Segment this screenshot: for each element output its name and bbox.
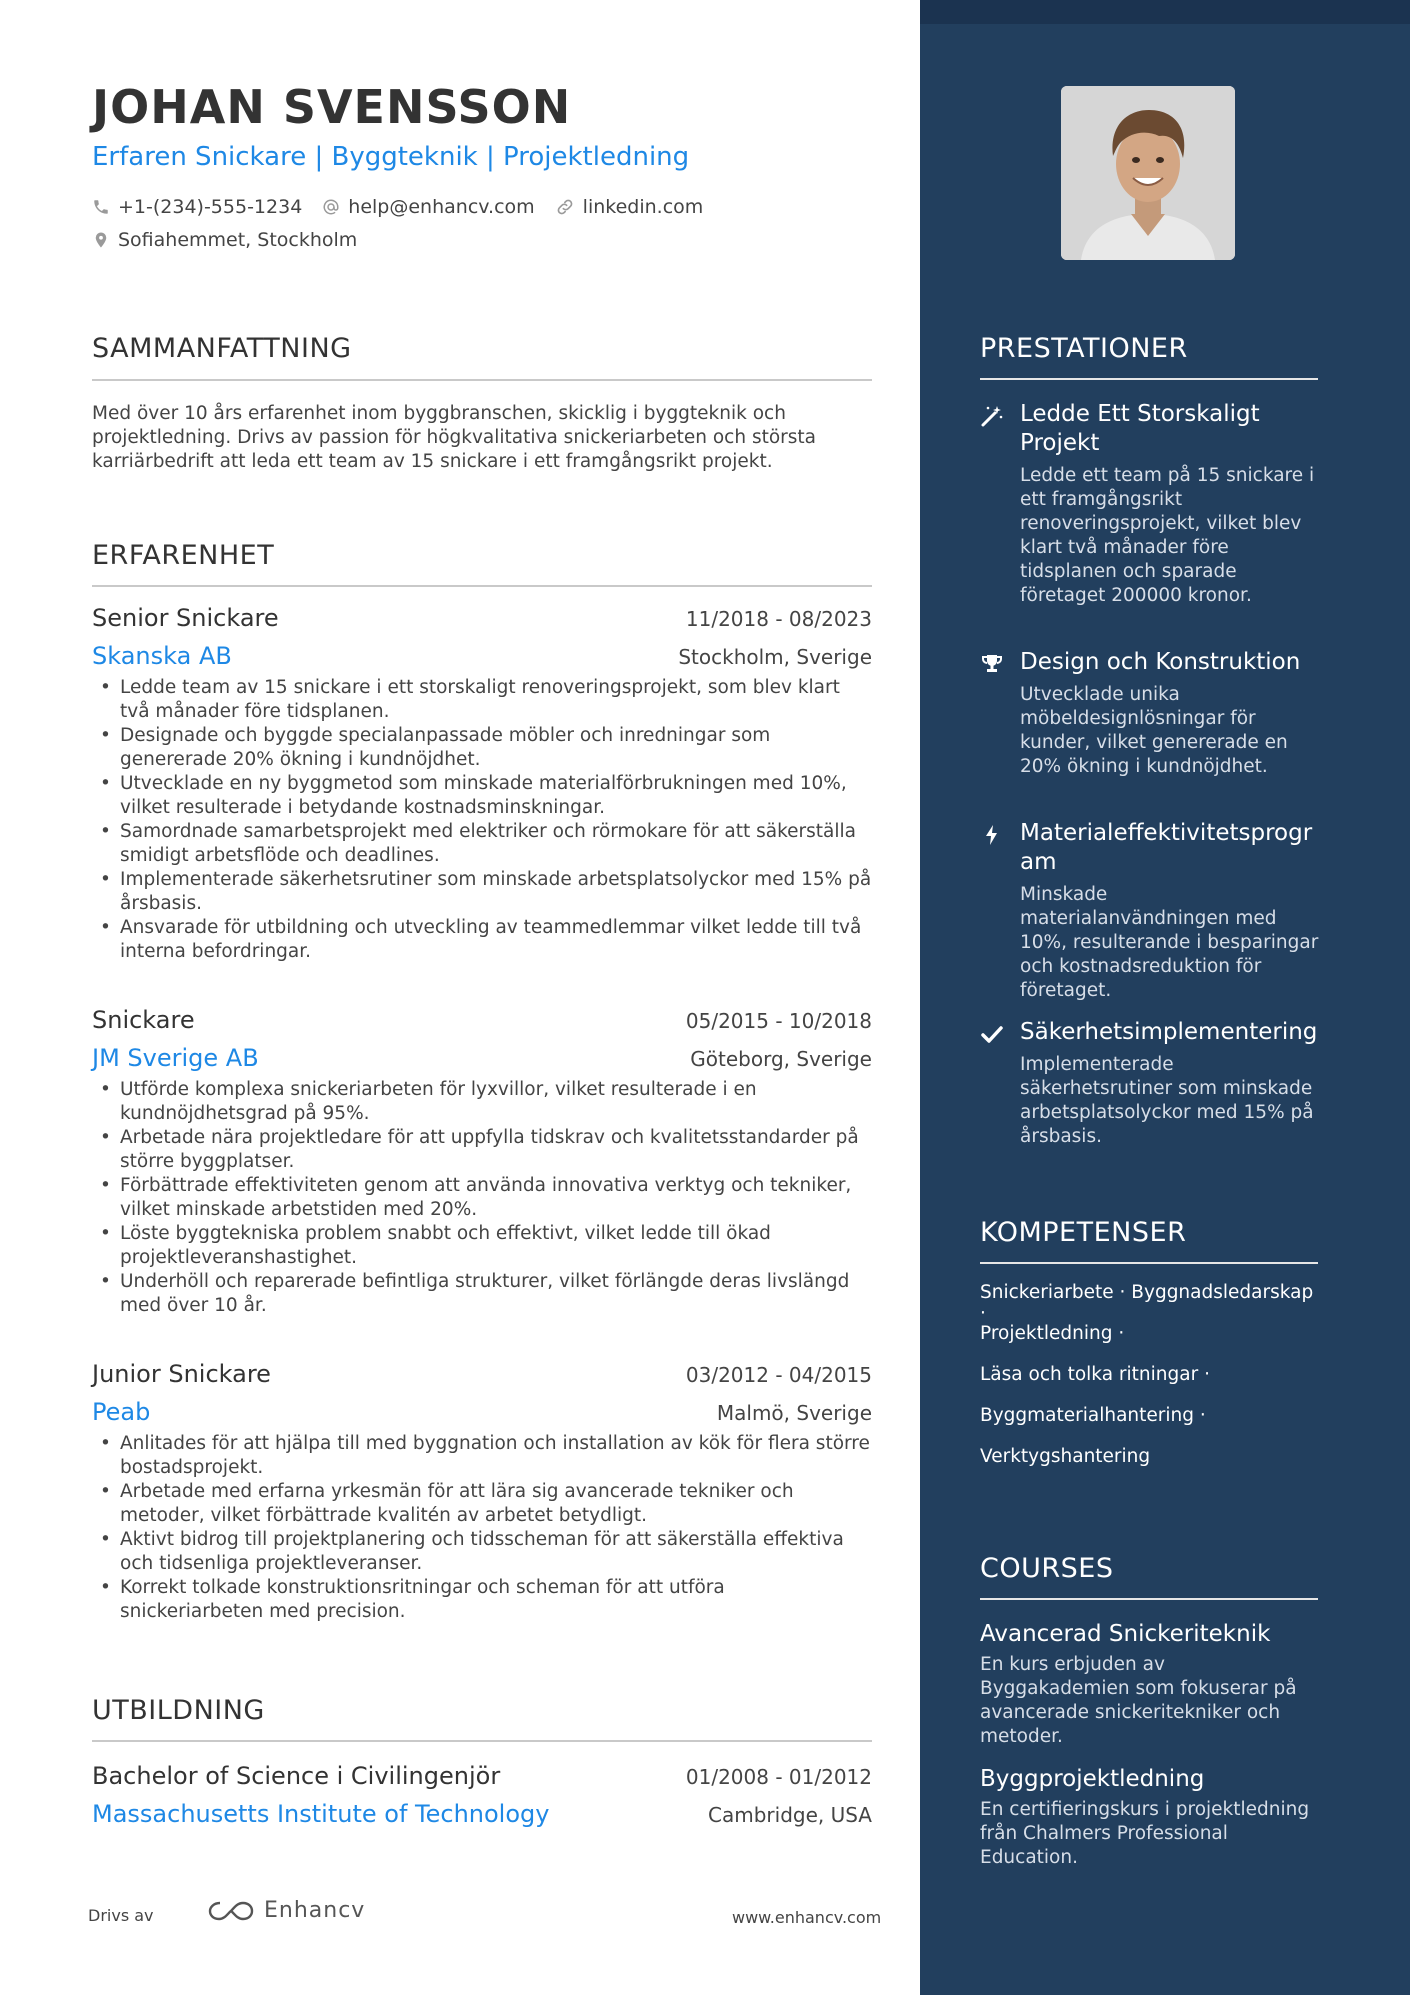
job-company: JM Sverige AB [92,1044,259,1072]
job-location: Malmö, Sverige [716,1401,872,1425]
experience-title: ERFARENHET [92,540,275,571]
education-location: Cambridge, USA [708,1803,872,1827]
contact-email[interactable] [322,196,534,218]
email-text[interactable]: help@enhancv.com [348,196,535,218]
course-title: Avancerad Snickeriteknik [980,1621,1271,1647]
footer-powered-by: Drivs av [88,1906,154,1925]
skill-item: Verktygshantering [980,1446,1151,1467]
contact-location [92,229,357,251]
achievement-desc: Utvecklade unika möbeldesignlösningar för kunder, vilket genererade en 20% ökning i kundnöjdhet. [1020,684,1288,777]
enhancv-logo-icon [208,1900,254,1922]
job-bullet: • Anlitades för att hjälpa till med byggnation och installation av kök för flera större bostadsprojekt. [92,1432,872,1480]
job-bullet: • Utförde komplexa snickeriarbeten för lyxvillor, vilket resulterade i en kundnöjdhetsgrad på 95%. [92,1078,872,1126]
achievement-desc: Ledde ett team på 15 snickare i ett framgångsrikt renoveringsprojekt, vilket blev klart två månader före tidsplanen och sparade företaget 200000 kronor. [1020,465,1315,606]
achievement-desc: Minskade materialanvändningen med 10%, resulterande i besparingar och kostnadsreduktion för företaget. [1020,884,1319,1001]
candidate-name: JOHAN SVENSSON [92,80,572,134]
experience-divider [92,585,872,587]
job-bullet: • Designade och byggde specialanpassade möbler och inredningar som genererade 20% ökning i kundnöjdhet. [92,724,872,772]
summary-divider [92,379,872,381]
job-bullet: • Förbättrade effektiviteten genom att använda innovativa verktyg och tekniker, vilket minskade arbetstiden med 20%. [92,1174,872,1222]
at-icon [322,198,340,216]
profile-photo [1061,86,1235,260]
skill-item: Byggmaterialhantering · [980,1405,1206,1426]
education-degree: Bachelor of Science i Civilingenjör [92,1762,501,1790]
contact-row-1 [92,196,723,218]
achievement-title: Ledde Ett Storskaligt Projekt [1020,401,1260,456]
job-bullet: • Utvecklade en ny byggmetod som minskade materialförbrukningen med 10%, vilket resulterade i betydande kostnadsminskningar. [92,772,872,820]
achievement-item [980,819,1320,1003]
job-bullet: • Aktivt bidrog till projektplanering och tidsscheman för att säkerställa effektiva och tidsenliga projektleveranser. [92,1528,872,1576]
courses-title: COURSES [980,1553,1114,1584]
job-title: Snickare [92,1006,195,1034]
job-bullet: • Ansvarade för utbildning och utveckling av teammedlemmar vilket ledde till två interna befordringar. [92,916,872,964]
phone-text: +1-(234)-555-1234 [118,196,303,218]
job-company: Skanska AB [92,642,232,670]
job-entry [92,1360,872,1624]
achievement-desc: Implementerade säkerhetsrutiner som minskade arbetsplatsolyckor med 15% på årsbasis. [1020,1054,1314,1147]
trophy-icon [980,652,1004,676]
linkedin-text[interactable]: linkedin.com [582,196,704,218]
achievement-item [980,648,1320,779]
course-item [980,1765,1320,1870]
location-text: Sofiahemmet, Stockholm [118,229,358,251]
phone-icon [92,198,110,216]
job-title: Senior Snickare [92,604,279,632]
job-dates: 03/2012 - 04/2015 [685,1363,872,1387]
job-dates: 05/2015 - 10/2018 [685,1009,872,1033]
achievements-divider [980,378,1318,380]
contact-phone [92,196,302,218]
summary-title: SAMMANFATTNING [92,333,352,364]
job-bullet: • Arbetade nära projektledare för att uppfylla tidskrav och kvalitetsstandarder på större byggplatser. [92,1126,872,1174]
job-company: Peab [92,1398,151,1426]
location-pin-icon [92,230,110,250]
achievement-item [980,1018,1320,1149]
courses-divider [980,1598,1318,1600]
course-desc: En kurs erbjuden av Byggakademien som fokuserar på avancerade snickeritekniker och metoder. [980,1654,1297,1747]
job-location: Göteborg, Sverige [690,1047,872,1071]
job-entry [92,1006,872,1318]
job-location: Stockholm, Sverige [678,645,872,669]
checkmark-icon [980,1022,1004,1046]
link-icon [555,197,575,217]
achievement-title: Säkerhetsimplementering [1020,1019,1318,1045]
skill-item: Läsa och tolka ritningar · [980,1364,1210,1385]
course-desc: En certifieringskurs i projektledning från Chalmers Professional Education. [980,1799,1310,1868]
job-bullets [92,1432,872,1624]
skill-item: Projektledning · [980,1323,1125,1344]
course-item [980,1620,1320,1749]
enhancv-logo[interactable] [208,1898,365,1923]
job-bullets [92,1078,872,1318]
sidebar-top-bar [920,0,1410,24]
job-dates: 11/2018 - 08/2023 [685,607,872,631]
headline: Erfaren Snickare | Byggteknik | Projektledning [92,142,690,172]
contact-row-2 [92,229,377,251]
job-bullet: • Implementerade säkerhetsrutiner som minskade arbetsplatsolyckor med 15% på årsbasis. [92,868,872,916]
achievement-title: Materialeffektivitetsprogram [1020,820,1313,875]
education-title: UTBILDNING [92,1695,265,1726]
education-dates: 01/2008 - 01/2012 [685,1765,872,1789]
education-divider [92,1740,872,1742]
lightning-icon [980,823,1004,847]
job-bullet: • Samordnade samarbetsprojekt med elektriker och rörmokare för att säkerställa smidigt arbetsflöde och deadlines. [92,820,872,868]
magic-wand-icon [980,404,1004,428]
skill-item: Snickeriarbete · Byggnadsledarskap · [980,1282,1314,1324]
job-bullet: • Löste byggtekniska problem snabbt och effektivt, vilket ledde till ökad projektleveranshastighet. [92,1222,872,1270]
job-bullet: • Underhöll och reparerade befintliga strukturer, vilket förlängde deras livslängd med över 10 år. [92,1270,872,1318]
achievement-item [980,400,1320,608]
education-entry [92,1762,872,1828]
avatar [1061,86,1235,260]
job-bullets [92,676,872,964]
contact-linkedin[interactable] [555,196,704,218]
job-bullet: • Arbetade med erfarna yrkesmän för att lära sig avancerade tekniker och metoder, vilket förbättrade kvalitén av arbetet betydligt. [92,1480,872,1528]
achievements-title: PRESTATIONER [980,333,1188,364]
job-bullet: • Ledde team av 15 snickare i ett storskaligt renoveringsprojekt, som blev klart två månader före tidsplanen. [92,676,872,724]
job-title: Junior Snickare [92,1360,271,1388]
skills-title: KOMPETENSER [980,1217,1187,1248]
job-entry [92,604,872,964]
skills-divider [980,1262,1318,1264]
education-school: Massachusetts Institute of Technology [92,1800,550,1828]
summary-text: Med över 10 års erfarenhet inom byggbranschen, skicklig i byggteknik och projektledning. Drivs av passion för högkvalitativa snickeriarbeten och största karriärbedrift att leda ett team av 15 snickare i ett framgångsrikt projekt. [92,403,816,472]
enhancv-logo-text: Enhancv [264,1898,366,1923]
job-bullet: • Korrekt tolkade konstruktionsritningar och scheman för att utföra snickeriarbeten med precision. [92,1576,872,1624]
footer-website[interactable]: www.enhancv.com [732,1908,882,1927]
course-title: Byggprojektledning [980,1766,1205,1792]
skills-list [980,1282,1320,1487]
achievement-title: Design och Konstruktion [1020,649,1301,675]
